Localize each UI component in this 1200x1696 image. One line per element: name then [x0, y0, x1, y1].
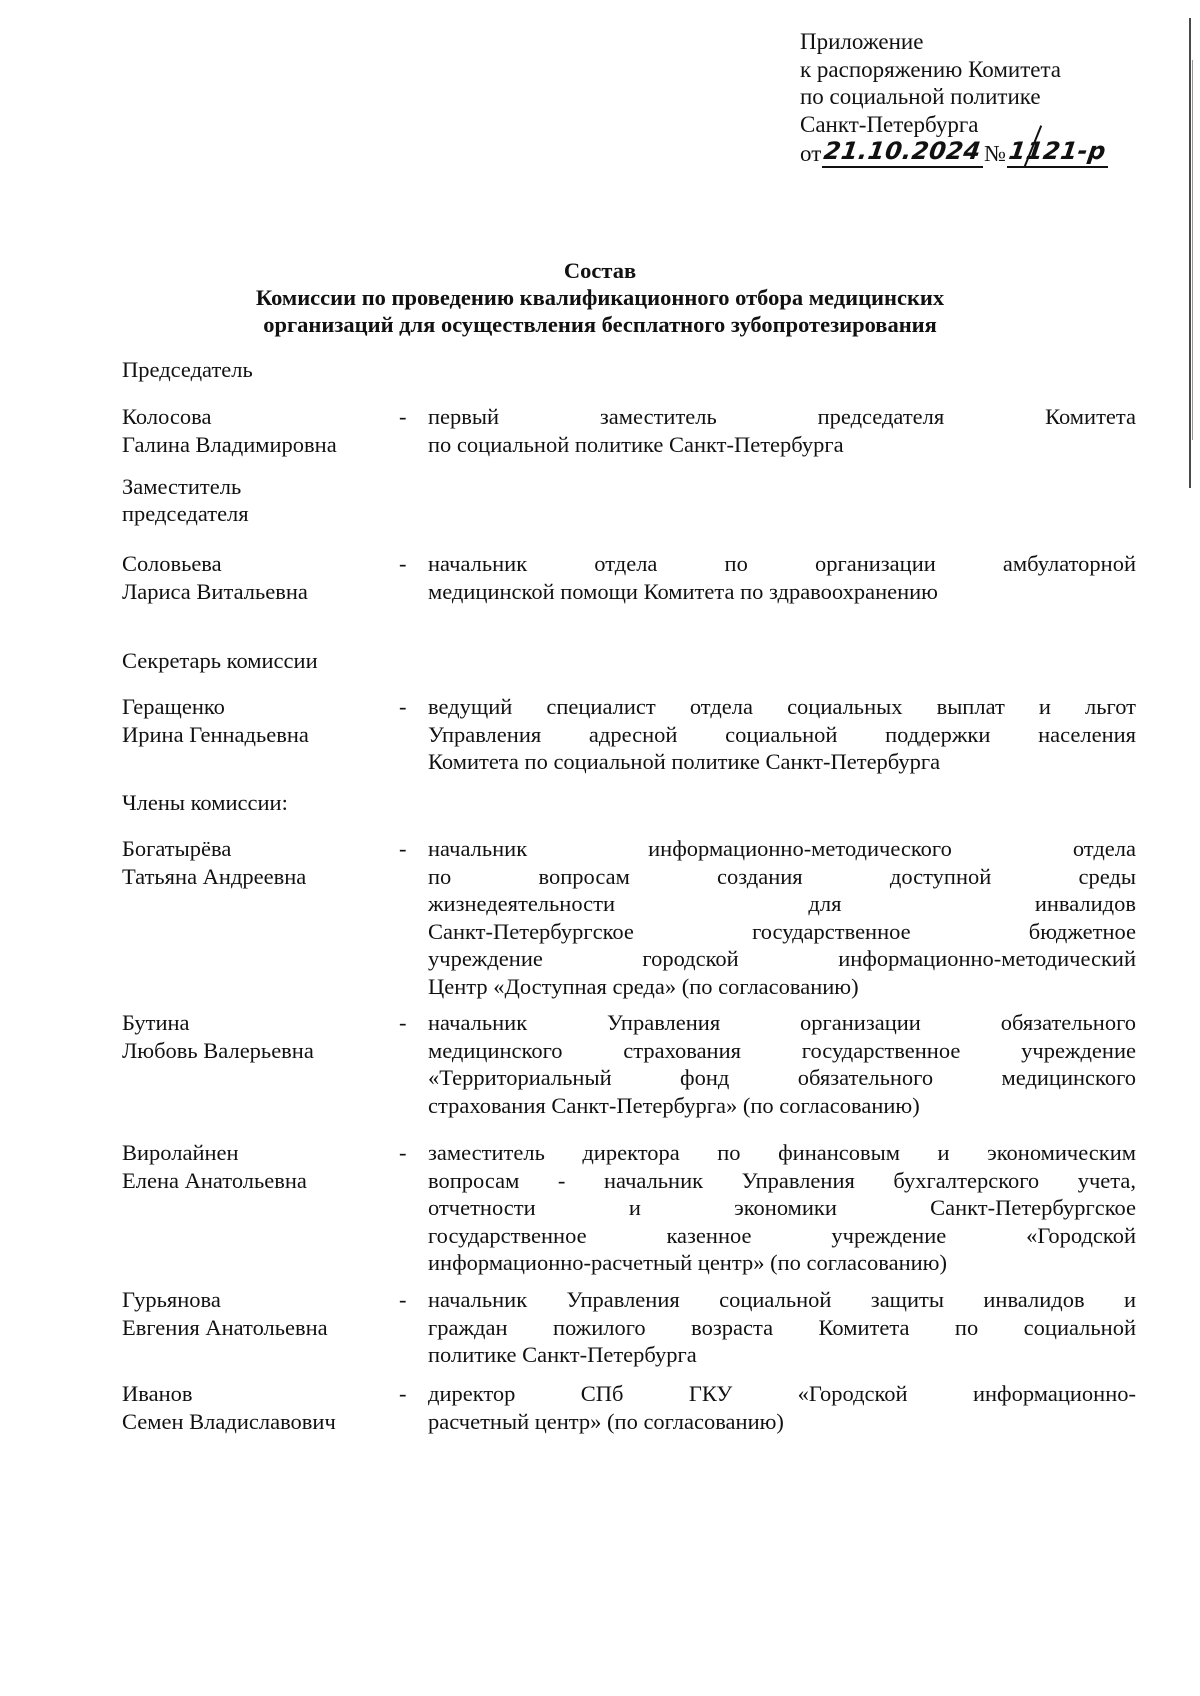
role-line: Санкт-Петербургское государственное бюджетное	[428, 918, 1136, 944]
member-name	[122, 1009, 392, 1064]
role-line: начальник информационно-методического отдела	[428, 836, 1136, 861]
date-underline	[822, 138, 983, 168]
handwritten-date: 21.10.2024	[822, 137, 984, 165]
section-label-members: Члены комиссии:	[122, 790, 288, 815]
role-line: «Территориальный фонд обязательного медицинского	[428, 1065, 1136, 1090]
role-line: медицинской помощи Комитета по здравоохранению	[428, 578, 938, 604]
role-line: начальник отдела по организации амбулаторной	[428, 551, 1136, 576]
member-name	[122, 1139, 392, 1194]
section-label-chair: Председатель	[122, 357, 253, 382]
role-line: начальник Управления организации обязательного	[428, 1010, 1136, 1035]
number-underline	[1007, 138, 1108, 168]
member-role	[428, 1286, 1136, 1369]
member-surname: Богатырёва	[122, 836, 232, 861]
section-label-line: Заместитель	[122, 474, 242, 499]
member-role	[428, 693, 1136, 776]
member-given-name: Елена Анатольевна	[122, 1167, 307, 1193]
member-dash: -	[399, 1140, 407, 1165]
member-role	[428, 835, 1136, 1000]
member-dash: -	[399, 1381, 407, 1406]
member-given-name: Лариса Витальевна	[122, 578, 308, 604]
role-line: директор СПб ГКУ «Городской информационно-	[428, 1381, 1136, 1406]
member-given-name: Евгения Анатольевна	[122, 1314, 328, 1340]
member-given-name: Ирина Геннадьевна	[122, 721, 309, 747]
member-role	[428, 1139, 1136, 1277]
annex-header	[800, 28, 1140, 168]
member-surname: Геращенко	[122, 694, 225, 719]
member-name	[122, 1380, 392, 1435]
section-label-line: председателя	[122, 501, 249, 526]
title-line: Состав	[563, 258, 637, 283]
member-surname: Гурьянова	[122, 1287, 221, 1312]
member-role	[428, 1380, 1136, 1435]
member-dash: -	[399, 1287, 407, 1312]
role-line: расчетный центр» (по согласованию)	[428, 1408, 784, 1434]
role-line: начальник Управления социальной защиты инвалидов и	[428, 1287, 1136, 1312]
member-dash: -	[399, 1010, 407, 1035]
member-surname: Соловьева	[122, 551, 222, 576]
member-name	[122, 1286, 392, 1341]
member-given-name: Любовь Валерьевна	[122, 1037, 314, 1063]
role-line: информационно-расчетный центр» (по согласованию)	[428, 1250, 947, 1275]
handwritten-number: 1121-р	[1007, 137, 1108, 165]
member-given-name: Татьяна Андреевна	[122, 863, 307, 889]
role-line: политике Санкт-Петербурга	[428, 1342, 697, 1367]
member-name	[122, 693, 392, 748]
title-line: организаций для осуществления бесплатного зубопротезирования	[263, 312, 937, 337]
member-surname: Колосова	[122, 404, 212, 429]
role-line: отчетности и экономики Санкт-Петербургское	[428, 1195, 1136, 1220]
member-name	[122, 550, 392, 605]
scan-edge-line	[1189, 18, 1191, 488]
role-line: Комитета по социальной политике Санкт-Петербурга	[428, 749, 941, 774]
member-given-name: Галина Владимировна	[122, 431, 337, 457]
member-role	[428, 1009, 1136, 1119]
member-role	[428, 550, 1136, 605]
annex-date-line	[800, 138, 1140, 168]
role-line: медицинского страхования государственное учреждение	[428, 1037, 1136, 1063]
member-name	[122, 835, 392, 890]
scan-edge-line-inner	[1192, 60, 1193, 440]
member-surname: Иванов	[122, 1381, 193, 1406]
member-role	[428, 403, 1136, 458]
annex-header-line: Приложение	[800, 29, 924, 54]
role-line: первый заместитель председателя Комитета	[428, 404, 1136, 429]
role-line: Управления адресной социальной поддержки населения	[428, 721, 1136, 747]
member-dash: -	[399, 694, 407, 719]
role-line: заместитель директора по финансовым и экономическим	[428, 1140, 1136, 1165]
number-sign: №	[984, 141, 1007, 166]
role-line: вопросам - начальник Управления бухгалтерского учета,	[428, 1167, 1136, 1193]
role-line: граждан пожилого возраста Комитета по социальной	[428, 1314, 1136, 1340]
title-line: Комиссии по проведению квалификационного отбора медицинских	[255, 285, 945, 310]
member-surname: Бутина	[122, 1010, 190, 1035]
role-line: по социальной политике Санкт-Петербурга	[428, 431, 844, 457]
role-line: Центр «Доступная среда» (по согласованию)	[428, 973, 859, 999]
member-name	[122, 403, 392, 458]
role-line: учреждение городской информационно-методический	[428, 946, 1136, 971]
member-dash: -	[399, 404, 407, 429]
role-line: по вопросам создания доступной среды	[428, 863, 1136, 889]
section-label-deputy	[122, 473, 249, 527]
annex-header-line: Санкт-Петербурга	[800, 111, 979, 137]
member-dash: -	[399, 836, 407, 861]
member-given-name: Семен Владиславович	[122, 1408, 336, 1434]
section-label-secretary: Секретарь комиссии	[122, 648, 318, 673]
role-line: жизнедеятельности для инвалидов	[428, 891, 1136, 916]
document-title	[0, 257, 1200, 338]
date-prefix: от	[800, 141, 822, 166]
role-line: ведущий специалист отдела социальных выплат и льгот	[428, 694, 1136, 719]
annex-header-line: к распоряжению Комитета	[800, 56, 1061, 82]
role-line: государственное казенное учреждение «Городской	[428, 1222, 1136, 1248]
role-line: страхования Санкт-Петербурга» (по согласованию)	[428, 1092, 920, 1118]
member-dash: -	[399, 551, 407, 576]
member-surname: Виролайнен	[122, 1140, 239, 1165]
annex-header-line: по социальной политике	[800, 84, 1041, 109]
